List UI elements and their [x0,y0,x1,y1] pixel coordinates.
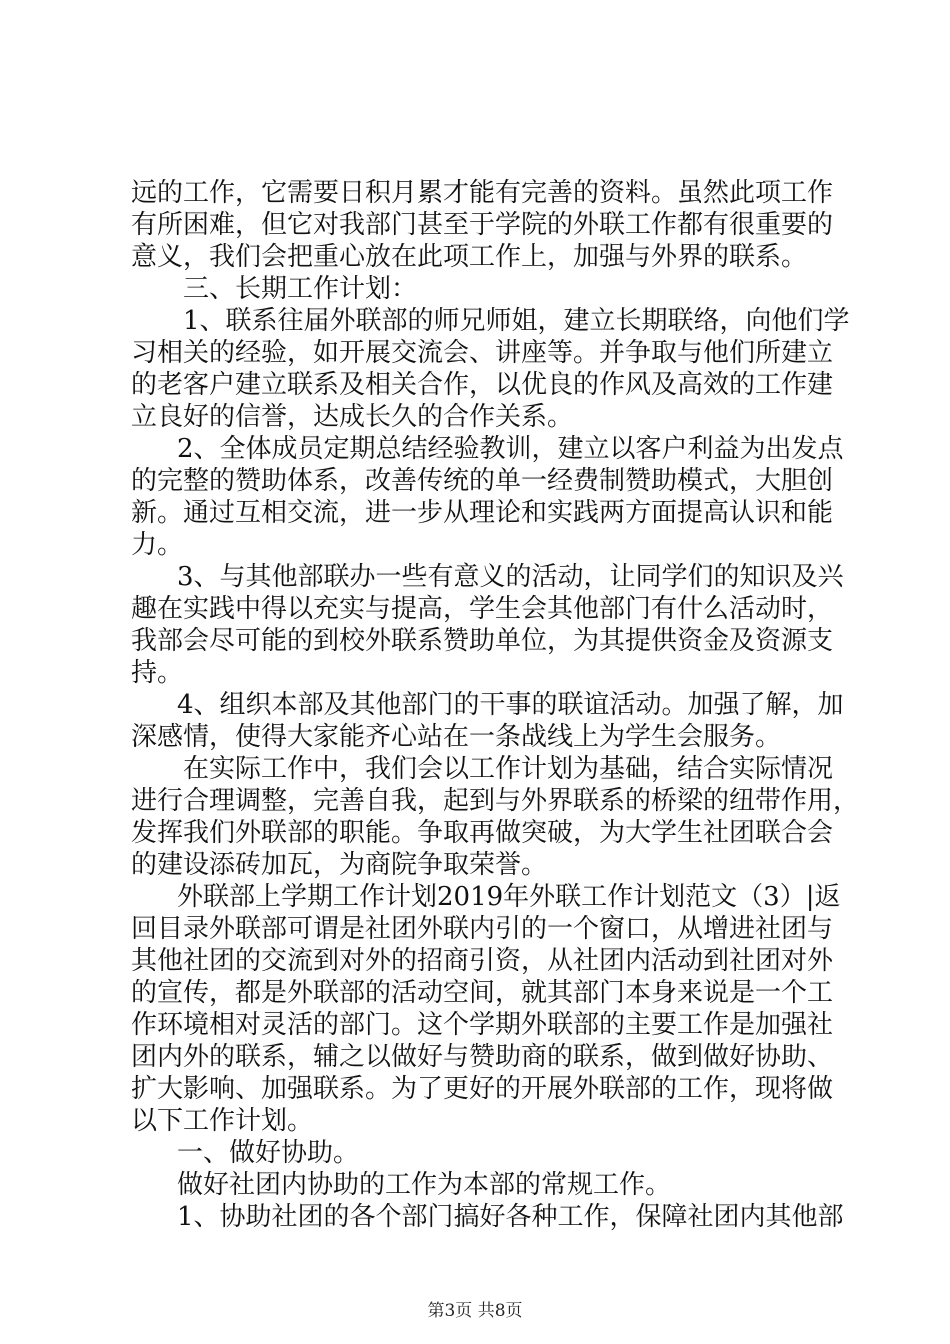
body-line: 1、联系往届外联部的师兄师姐，建立长期联络，向他们学 [183,306,850,336]
body-line: 团内外的联系，辅之以做好与赞助商的联系，做到做好协助、 [131,1042,834,1072]
body-line: 的建设添砖加瓦，为商院争取荣誉。 [131,850,548,880]
body-line: 我部会尽可能的到校外联系赞助单位，为其提供资金及资源支 [131,626,834,656]
body-line: 做好社团内协助的工作为本部的常规工作。 [177,1170,672,1200]
body-line: 的宣传，都是外联部的活动空间，就其部门本身来说是一个工 [131,978,834,1008]
body-line: 其他社团的交流到对外的招商引资，从社团内活动到社团对外 [131,946,834,976]
body-line: 的老客户建立联系及相关合作，以优良的作风及高效的工作建 [131,370,834,400]
body-line: 外联部上学期工作计划2019年外联工作计划范文（3）|返 [177,882,841,912]
body-line: 深感情，使得大家能齐心站在一条战线上为学生会服务。 [131,722,782,752]
body-line: 1、协助社团的各个部门搞好各种工作，保障社团内其他部 [177,1202,844,1232]
section-heading: 一、做好协助。 [177,1138,360,1168]
body-line: 3、与其他部联办一些有意义的活动，让同学们的知识及兴 [177,562,844,592]
body-line: 有所困难，但它对我部门甚至于学院的外联工作都有很重要的 [131,210,834,240]
body-line: 以下工作计划。 [131,1106,314,1136]
body-line: 趣在实践中得以充实与提高，学生会其他部门有什么活动时， [131,594,834,624]
body-line: 意义，我们会把重心放在此项工作上，加强与外界的联系。 [131,242,808,272]
body-line: 新。通过互相交流，进一步从理论和实践两方面提高认识和能 [131,498,834,528]
body-line: 持。 [131,658,184,688]
body-line: 2、全体成员定期总结经验教训，建立以客户利益为出发点 [177,434,844,464]
body-line: 立良好的信誉，达成长久的合作关系。 [131,402,574,432]
body-line: 在实际工作中，我们会以工作计划为基础，结合实际情况 [183,754,834,784]
body-line: 扩大影响、加强联系。为了更好的开展外联部的工作，现将做 [131,1074,834,1104]
section-heading: 三、长期工作计划： [183,274,418,304]
body-line: 力。 [131,530,184,560]
body-line: 作环境相对灵活的部门。这个学期外联部的主要工作是加强社 [131,1010,834,1040]
page-footer: 第3页 共8页 [427,1301,523,1321]
body-line: 发挥我们外联部的职能。争取再做突破，为大学生社团联合会 [131,818,834,848]
body-line: 进行合理调整，完善自我，起到与外界联系的桥梁的纽带作用， [131,786,860,816]
body-line: 回目录外联部可谓是社团外联内引的一个窗口，从增进社团与 [131,914,834,944]
body-line: 远的工作，它需要日积月累才能有完善的资料。虽然此项工作 [131,178,834,208]
body-line: 的完整的赞助体系，改善传统的单一经费制赞助模式，大胆创 [131,466,834,496]
body-line: 4、组织本部及其他部门的干事的联谊活动。加强了解，加 [177,690,844,720]
body-line: 习相关的经验，如开展交流会、讲座等。并争取与他们所建立 [131,338,834,368]
